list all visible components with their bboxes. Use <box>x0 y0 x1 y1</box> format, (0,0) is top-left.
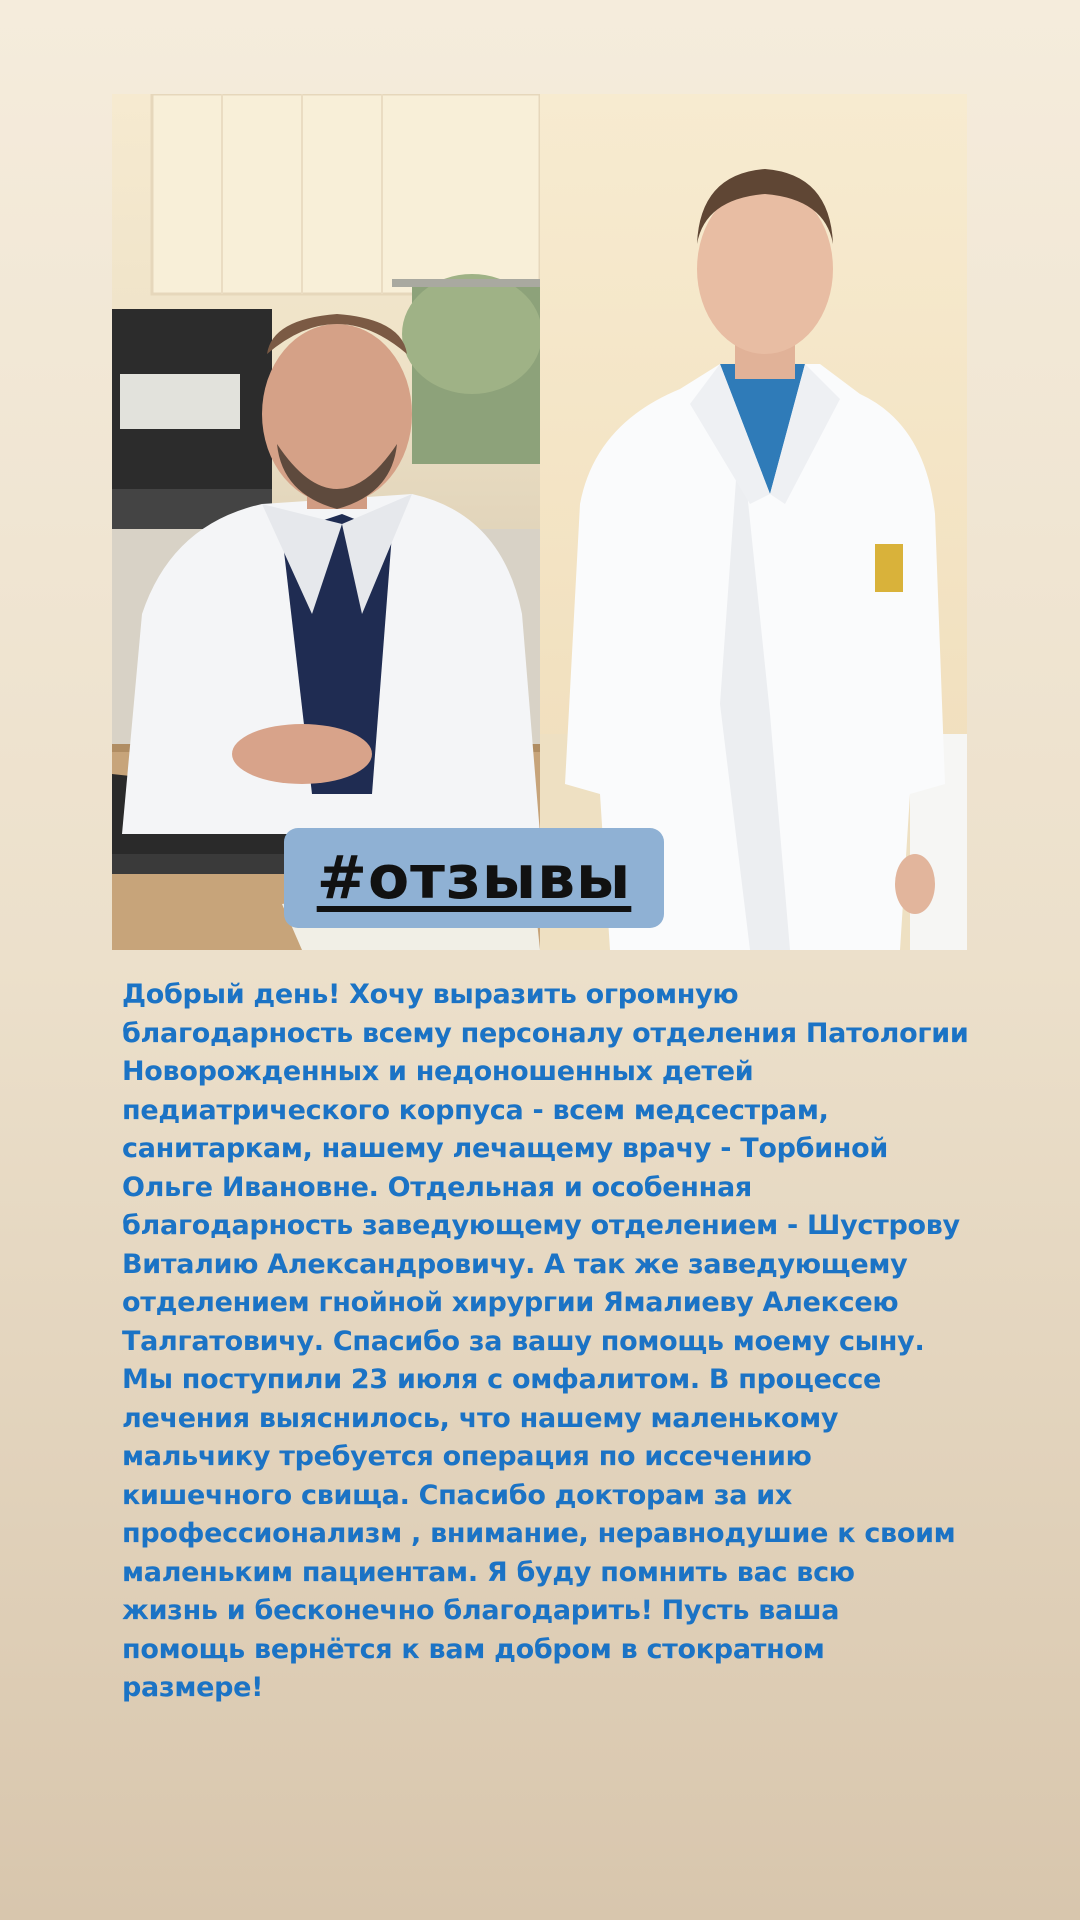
hashtag-badge <box>284 828 664 928</box>
doctor-seated-illustration <box>112 94 540 950</box>
photo-collage <box>112 94 967 950</box>
hashtag-label: #отзывы <box>316 843 632 913</box>
doctor-standing-illustration <box>540 94 967 950</box>
doctor-standing-photo <box>540 94 967 950</box>
doctor-seated-photo <box>112 94 540 950</box>
review-text: Добрый день! Хочу выразить огромную благодарность всему персоналу отделения Патологии Новорожденных и недоношенных детей педиатрического корпуса - всем медсестрам, санитаркам, нашему лечащему врачу - Торбиной Ольге Ивановне. Отдельная и особенная благодарность заведующему отделением - Шустрову Виталию Александровичу. А так же заведующему отделением гнойной хирургии Ямалиеву Алексею Талгатовичу. Спасибо за вашу помощь моему сыну. Мы поступили 23 июля с омфалитом. В процессе лечения выяснилось, что нашему маленькому мальчику требуется операция по иссечению кишечного свища. Спасибо докторам за их профессионализм , внимание, неравнодушие к своим маленьким пациентам. Я буду помнить вас всю жизнь и бесконечно благодарить! Пусть ваша помощь вернётся к вам добром в стократном размере! <box>122 979 969 1703</box>
